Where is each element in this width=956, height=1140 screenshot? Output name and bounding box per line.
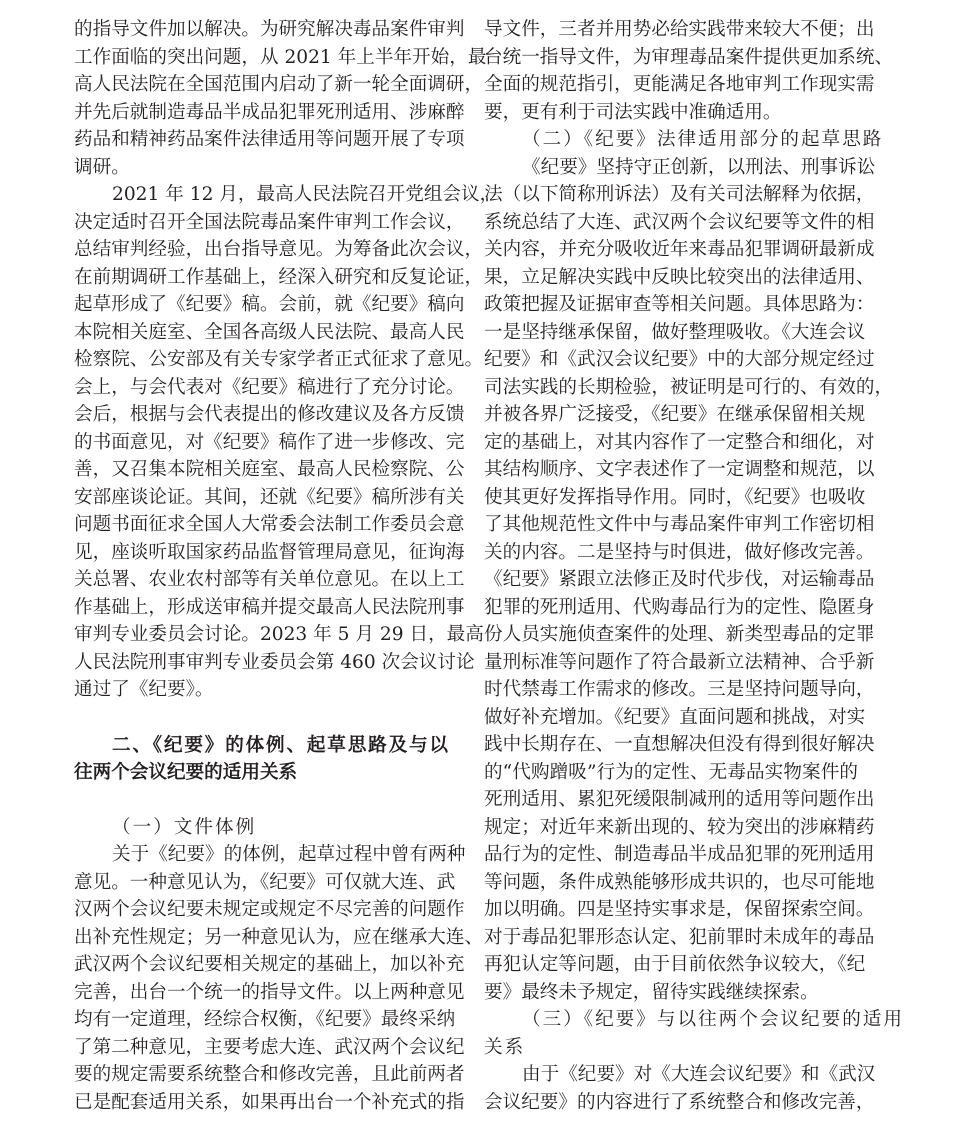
paragraph-line: 台统一指导文件，为审理毒品案件提供更加系统、 xyxy=(484,46,894,68)
paragraph-line: 作基础上，形成送审稿并提交最高人民法院刑事 xyxy=(74,596,465,618)
subsection-heading-line: （二）《纪要》法律适用部分的起草思路 xyxy=(522,129,884,150)
paragraph-line: 的指导文件加以解决。为研究解决毒品案件审判 xyxy=(74,19,465,40)
paragraph-line: 果，立足解决实践中反映比较突出的法律适用、 xyxy=(484,266,875,288)
paragraph-line: 全面的规范指引，更能满足各地审判工作现实需 xyxy=(484,74,875,95)
paragraph-line: 司法实践的长期检验，被证明是可行的、有效的， xyxy=(484,376,894,398)
paragraph-line: 问题书面征求全国人大常委会法制工作委员会意 xyxy=(74,514,465,535)
paragraph-line: 了其他规范性文件中与毒品案件审判工作密切相 xyxy=(484,514,875,535)
subsection-heading xyxy=(484,1006,904,1061)
right-column xyxy=(484,16,904,1116)
paragraph-line: 会上，与会代表对《纪要》稿进行了充分讨论。 xyxy=(74,376,465,398)
paragraph-line: 做好补充增加。《纪要》直面问题和挑战，对实 xyxy=(484,706,866,728)
paragraph-line: 份人员实施侦查案件的处理、新类型毒品的定罪 xyxy=(484,624,875,645)
paragraph-line: 关于《纪要》的体例，起草过程中曾有两种 xyxy=(112,844,466,865)
paragraph-line: 践中长期存在、一直想解决但没有得到很好解决 xyxy=(484,734,875,755)
paragraph-line: 系统总结了大连、武汉两个会议纪要等文件的相 xyxy=(484,211,875,233)
paragraph-line: 规定；对近年来新出现的、较为突出的涉麻精药 xyxy=(484,816,875,838)
paragraph-line: 关总署、农业农村部等有关单位意见。在以上工 xyxy=(74,569,465,590)
paragraph-line: 再犯认定等问题，由于目前依然争议较大，《纪 xyxy=(484,954,866,975)
subsection-heading-line: 关系 xyxy=(484,1036,526,1058)
paragraph-line: 《纪要》坚持守正创新，以刑法、刑事诉讼 xyxy=(522,156,876,178)
paragraph-line: 调研。 xyxy=(74,156,130,178)
paragraph xyxy=(484,1061,876,1116)
paragraph-line: 出补充性规定；另一种意见认为，应在继承大连、 xyxy=(74,926,484,948)
paragraph-line: 量刑标准等问题作了符合最新立法精神、合乎新 xyxy=(484,651,875,673)
paragraph-line: 死刑适用、累犯死缓限制减刑的适用等问题作出 xyxy=(484,789,875,810)
paragraph-line: 对于毒品犯罪形态认定、犯前罪时未成年的毒品 xyxy=(484,926,875,948)
paragraph-line: 见，座谈听取国家药品监督管理局意见，征询海 xyxy=(74,541,465,563)
paragraph-line: 2021 年 12 月，最高人民法院召开党组会议， xyxy=(112,184,499,205)
subsection-heading-line: （三）《纪要》与以往两个会议纪要的适用 xyxy=(522,1009,904,1030)
paragraph-line: 均有一定道理，经综合权衡，《纪要》最终采纳 xyxy=(74,1009,456,1030)
paragraph-line: 意见。一种意见认为，《纪要》可仅就大连、武 xyxy=(74,871,456,893)
paragraph-line: 工作面临的突出问题，从 2021 年上半年开始，最 xyxy=(74,46,487,68)
paragraph-line: 并被各界广泛接受，《纪要》在继承保留相关规 xyxy=(484,404,866,425)
paragraph-line: 人民法院刑事审判专业委员会第 460 次会议讨论 xyxy=(74,651,475,673)
paragraph xyxy=(484,154,894,1007)
paragraph-line: 药品和精神药品案件法律适用等问题开展了专项 xyxy=(74,129,465,150)
paragraph-line: 要的规定需要系统整合和修改完善，且此前两者 xyxy=(74,1064,465,1085)
paragraph-line: 其结构顺序、文字表述作了一定调整和规范，以 xyxy=(484,459,875,480)
subsection-heading-line: （一）文件体例 xyxy=(112,816,257,838)
paragraph-line: 高人民法院在全国范围内启动了新一轮全面调研， xyxy=(74,74,484,95)
paragraph-line: 《纪要》紧跟立法修正及时代步伐，对运输毒品 xyxy=(484,569,875,590)
paragraph-line: 起草形成了《纪要》稿。会前，就《纪要》稿向 xyxy=(74,294,465,315)
paragraph xyxy=(484,16,894,126)
paragraph-line: 由于《纪要》对《大连会议纪要》和《武汉 xyxy=(522,1064,876,1085)
paragraph-line: 时代禁毒工作需求的修改。三是坚持问题导向， xyxy=(484,679,875,700)
paragraph-line: 关内容，并充分吸收近年来毒品犯罪调研最新成 xyxy=(484,239,875,260)
paragraph-line: 会议纪要》的内容进行了系统整合和修改完善， xyxy=(484,1091,875,1113)
paragraph xyxy=(74,16,487,181)
paragraph-line: 政策把握及证据审查等相关问题。具体思路为： xyxy=(484,294,875,315)
paragraph-line: 关的内容。二是坚持与时俱进，做好修改完善。 xyxy=(484,541,875,563)
paragraph xyxy=(74,841,484,1116)
paragraph-line: 武汉两个会议纪要相关规定的基础上，加以补充 xyxy=(74,954,465,975)
paragraph-line: 通过了《纪要》。 xyxy=(74,679,214,700)
paragraph-line: 完善，出台一个统一的指导文件。以上两种意见 xyxy=(74,981,465,1003)
left-column xyxy=(74,16,499,1116)
paragraph-line: 会后，根据与会代表提出的修改建议及各方反馈 xyxy=(74,404,465,425)
paragraph-line: 审判专业委员会讨论。2023 年 5 月 29 日，最高 xyxy=(74,624,484,645)
paragraph-line: 的“代购蹭吸”行为的定性、无毒品实物案件的 xyxy=(484,761,858,783)
paragraph-line: 在前期调研工作基础上，经深入研究和反复论证， xyxy=(74,266,484,288)
section-heading xyxy=(74,732,448,787)
paragraph-line: 犯罪的死刑适用、代购毒品行为的定性、隐匿身 xyxy=(484,596,875,618)
paragraph-line: 纪要》和《武汉会议纪要》中的大部分规定经过 xyxy=(484,349,875,370)
paragraph-line: 本院相关庭室、全国各高级人民法院、最高人民 xyxy=(74,321,465,343)
paragraph-line: 的书面意见，对《纪要》稿作了进一步修改、完 xyxy=(74,431,465,453)
paragraph-line: 定的基础上，对其内容作了一定整合和细化，对 xyxy=(484,431,875,453)
paragraph-line: 安部座谈论证。其间，还就《纪要》稿所涉有关 xyxy=(74,486,465,508)
paragraph-line: 等问题，条件成熟能够形成共识的，也尽可能地 xyxy=(484,871,875,893)
paragraph-line: 并先后就制造毒品半成品犯罪死刑适用、涉麻醉 xyxy=(74,101,465,123)
paragraph-line: 加以明确。四是坚持实事求是，保留探索空间。 xyxy=(484,899,875,920)
paragraph-line: 使其更好发挥指导作用。同时，《纪要》也吸收 xyxy=(484,486,866,508)
paragraph-line: 检察院、公安部及有关专家学者正式征求了意见。 xyxy=(74,349,484,370)
section-heading-line: 往两个会议纪要的适用关系 xyxy=(74,762,298,783)
subsection-heading xyxy=(74,814,448,842)
paragraph-line: 汉两个会议纪要未规定或规定不尽完善的问题作 xyxy=(74,899,465,920)
subsection-heading xyxy=(484,126,884,154)
paragraph-line: 要，更有利于司法实践中准确适用。 xyxy=(484,101,782,123)
paragraph-line: 了第二种意见，主要考虑大连、武汉两个会议纪 xyxy=(74,1036,465,1058)
paragraph xyxy=(74,181,499,704)
paragraph-line: 法（以下简称刑诉法）及有关司法解释为依据， xyxy=(484,184,875,205)
paragraph-line: 决定适时召开全国法院毒品案件审判工作会议， xyxy=(74,211,465,233)
paragraph-line: 要》最终未予规定，留待实践继续探索。 xyxy=(484,981,819,1003)
paragraph-line: 导文件，三者并用势必给实践带来较大不便；出 xyxy=(484,19,875,40)
paragraph-line: 品行为的定性、制造毒品半成品犯罪的死刑适用 xyxy=(484,844,875,865)
section-heading-line: 二、《纪要》的体例、起草思路及与以 xyxy=(112,734,448,756)
paragraph-line: 一是坚持继承保留，做好整理吸收。《大连会议 xyxy=(484,321,866,343)
paragraph-line: 已是配套适用关系，如果再出台一个补充式的指 xyxy=(74,1091,465,1113)
paragraph-line: 总结审判经验，出台指导意见。为筹备此次会议， xyxy=(74,239,484,260)
paragraph-line: 善，又召集本院相关庭室、最高人民检察院、公 xyxy=(74,459,465,480)
